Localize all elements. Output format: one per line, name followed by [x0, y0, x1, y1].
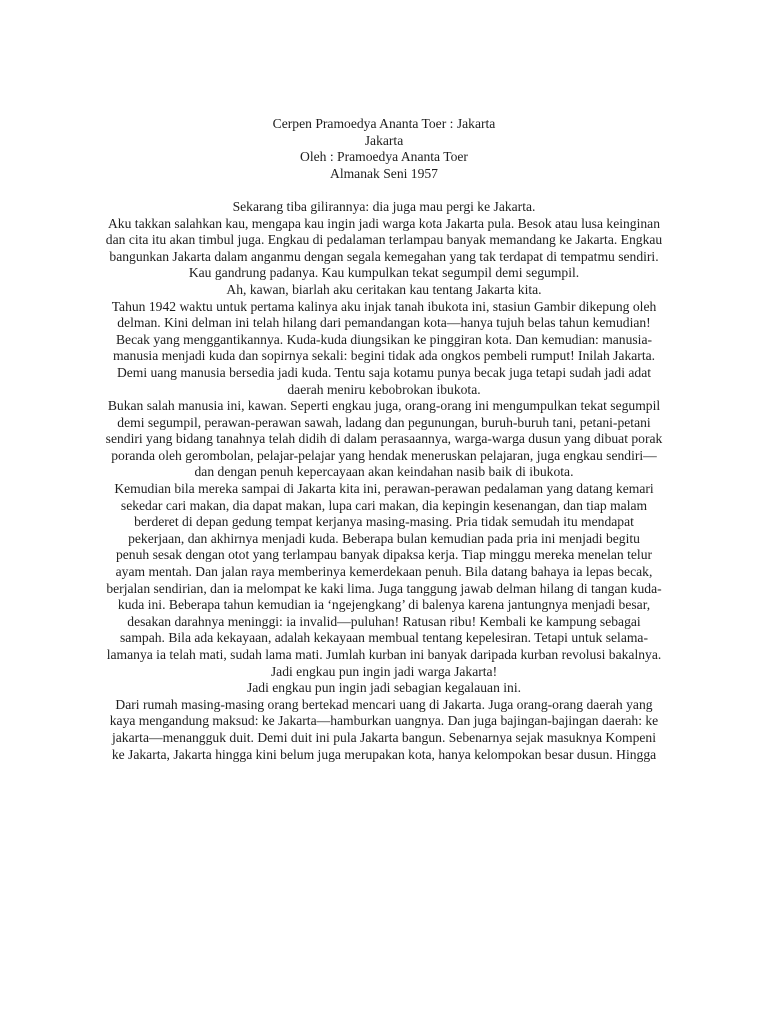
paragraph: Jadi engkau pun ingin jadi warga Jakarta! — [270, 663, 498, 679]
paragraph: Kemudian bila mereka sampai di Jakarta kita ini, perawan-perawan pedalaman yang datang kemari sekedar cari makan, dia dapat makan, lupa cari makan, dia kepingin kesenangan, dan tiap malam berderet di depan gedung tempat kerjanya masing-masing. Pria tidak semudah itu mendapat pekerjaan, dan akhirnya menjadi kuda. Beberapa bulan kemudian pada pria ini menjadi begitu penuh sesak dengan otot yang terlampau banyak dipaksa kerja. Tiap minggu mereka menelan telur ayam mentah. Dan jalan raya memberinya kemerdekaan penuh. Bila datang bahaya ia lepas becak, berjalan sendirian, dan ia melompat ke kaki lima. Juga tanggung jawab delman hilang di tangan kuda- kuda ini. Beberapa tahun kemudian ia ‘ngejengkang’ di balenya karena jantungnya menjadi besar, desakan darahnya meninggi: ia invalid—puluhan! Ratusan ribu! Kembali ke kampung sebagai sampah. Bila ada kekayaan, adalah kekayaan membual tentang kepelesiran. Tetapi untuk selama- lamanya ia telah mati, sudah lama mati. Jumlah kurban ini banyak daripada kurban revolusi bakalnya. — [106, 481, 662, 662]
paragraph: Sekarang tiba gilirannya: dia juga mau pergi ke Jakarta. — [232, 198, 536, 214]
source-line: Almanak Seni 1957 — [330, 165, 438, 181]
paragraph: Ah, kawan, biarlah aku ceritakan kau tentang Jakarta kita. — [226, 281, 542, 297]
document-title: Cerpen Pramoedya Ananta Toer : Jakarta — [272, 116, 496, 131]
author-line: Oleh : Pramoedya Ananta Toer — [300, 149, 468, 165]
byline — [86, 149, 682, 182]
story-title: Jakarta — [364, 132, 404, 148]
document-page — [86, 116, 682, 763]
paragraph: Bukan salah manusia ini, kawan. Seperti engkau juga, orang-orang ini mengumpulkan tekat segumpil demi segumpil, perawan-perawan sawah, ladang dan pegunungan, buruh-buruh tani, petani-petani sendiri yang bidang tanahnya telah didih di dalam perasaannya, warga-warga dusun yang dibuat porak poranda oleh gerombolan, pelajar-pelajar yang hendak meneruskan pelajaran, juga engkau sendiri— dan dengan penuh kepercayaan akan keindahan nasib baik di ibukota. — [105, 398, 663, 480]
paragraph: Dari rumah masing-masing orang bertekad mencari uang di Jakarta. Juga orang-orang daerah yang kaya mengandung maksud: ke Jakarta—hamburkan uangnya. Dan juga bajingan-bajingan daerah: ke jakarta—menangguk duit. Demi duit ini pula Jakarta bangun. Sebenarnya sejak masuknya Kompeni ke Jakarta, Jakarta hingga kini belum juga merupakan kota, hanya kelompokan besar dusun. Hingga — [109, 696, 659, 762]
paragraph: Aku takkan salahkan kau, mengapa kau ingin jadi warga kota Jakarta pula. Besok atau lusa keinginan dan cita itu akan timbul juga. Engkau di pedalaman terlampau banyak memandang ke Jakarta. Engkau bangunkan Jakarta dalam anganmu dengan segala kemegahan yang tak terdapat di tempatmu sendiri. Kau gandrung padanya. Kau kumpulkan tekat segumpil demi segumpil. — [105, 215, 663, 281]
paragraph: Tahun 1942 waktu untuk pertama kalinya aku injak tanah ibukota ini, stasiun Gambir dikepung oleh delman. Kini delman ini telah hilang dari pemandangan kota—hanya tujuh belas tahun kemudian! Becak yang menggantikannya. Kuda-kuda diungsikan ke pinggiran kota. Dan kemudian: manusia- manusia menjadi kuda dan sopirnya sekali: begini tidak ada ongkos pembeli rumput! Inilah Jakarta. Demi uang manusia bersedia jadi kuda. Tentu saja kotamu punya becak juga tetapi sudah jadi adat daerah meniru kebobrokan ibukota. — [111, 298, 657, 397]
paragraph: Jadi engkau pun ingin jadi sebagian kegalauan ini. — [246, 680, 522, 696]
